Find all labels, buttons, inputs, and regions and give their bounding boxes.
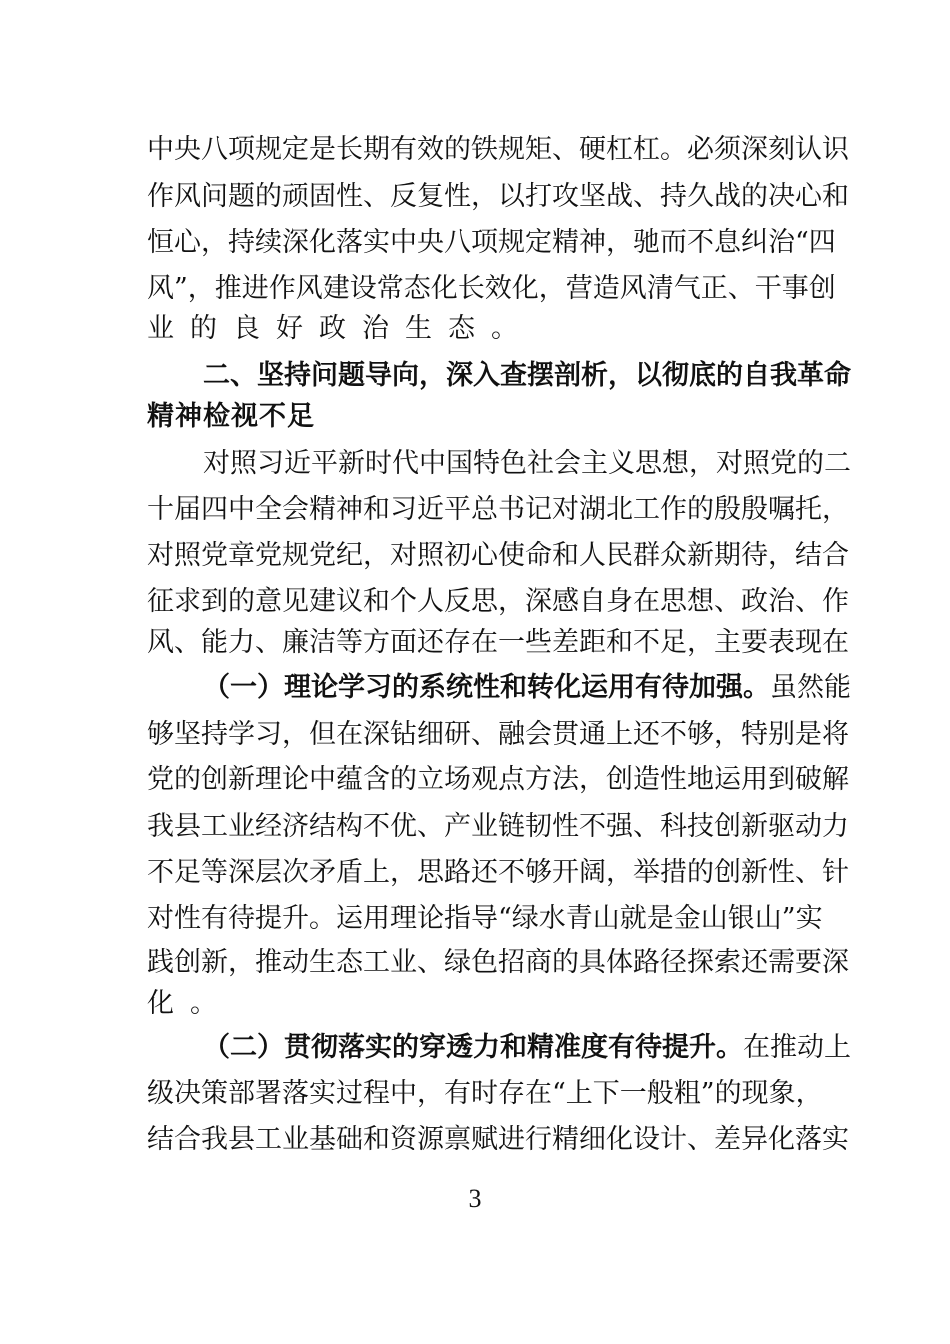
- text-line: 征求到的意见建议和个人反思，深感自身在思想、政治、作: [147, 586, 849, 617]
- text-line: 风、能力、廉洁等方面还存在一些差距和不足，主要表现在: [147, 627, 849, 658]
- page-number: 3: [468, 1184, 482, 1213]
- text-line: 恒心，持续深化落实中央八项规定精神，驰而不息纠治“四: [147, 227, 836, 258]
- text-line: 我县工业经济结构不优、产业链韧性不强、科技创新驱动力: [147, 811, 849, 842]
- text-line: 业的良好政治生态。: [147, 313, 534, 344]
- text-line: 对性有待提升。运用理论指导“绿水青山就是金山银山”实: [147, 903, 823, 934]
- text-line: 党的创新理论中蕴含的立场观点方法，创造性地运用到破解: [147, 764, 849, 795]
- text-line: 化。: [147, 988, 233, 1019]
- text-span: 在推动上: [743, 1032, 851, 1063]
- text-line: 对照习近平新时代中国特色社会主义思想，对照党的二: [203, 448, 851, 479]
- text-line: 作风问题的顽固性、反复性，以打攻坚战、持久战的决心和: [147, 181, 849, 212]
- item-heading-line: [203, 668, 851, 708]
- text-line: 级决策部署落实过程中，有时存在“上下一般粗”的现象，: [147, 1078, 823, 1109]
- text-line: 践创新，推动生态工业、绿色招商的具体路径探索还需要深: [147, 947, 849, 978]
- text-line: 够坚持学习，但在深钻细研、融会贯通上还不够，特别是将: [147, 719, 849, 750]
- text-line: 中央八项规定是长期有效的铁规矩、硬杠杠。必须深刻认识: [147, 134, 849, 165]
- text-line: 风”，推进作风建设常态化长效化，营造风清气正、干事创: [147, 273, 836, 304]
- text-span: 虽然能: [770, 672, 851, 703]
- text-line: 十届四中全会精神和习近平总书记对湖北工作的殷殷嘱托，: [147, 494, 849, 525]
- item-title: （二）贯彻落实的穿透力和精准度有待提升。: [203, 1032, 743, 1063]
- section-heading: 二、坚持问题导向，深入查摆剖析，以彻底的自我革命: [203, 360, 851, 391]
- item-title: （一）理论学习的系统性和转化运用有待加强。: [203, 672, 770, 703]
- section-heading: 精神检视不足: [147, 401, 315, 432]
- text-line: 不足等深层次矛盾上，思路还不够开阔，举措的创新性、针: [147, 857, 849, 888]
- item-heading-line: [203, 1028, 851, 1068]
- text-line: 结合我县工业基础和资源禀赋进行精细化设计、差异化落实: [147, 1124, 849, 1155]
- text-line: 对照党章党规党纪，对照初心使命和人民群众新期待，结合: [147, 540, 849, 571]
